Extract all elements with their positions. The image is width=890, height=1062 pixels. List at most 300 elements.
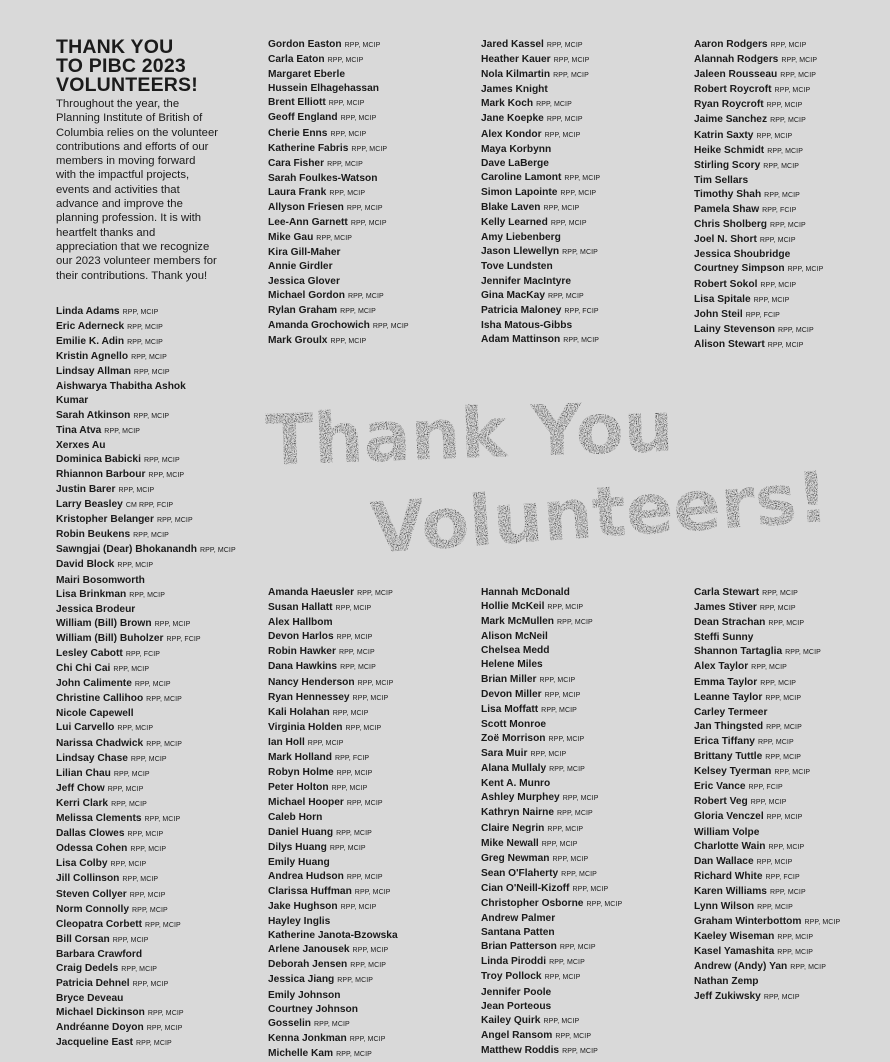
volunteer-entry <box>268 616 398 630</box>
volunteer-name: Emma Taylor <box>694 676 758 688</box>
volunteer-credentials: RPP, MCIP <box>352 947 389 955</box>
volunteer-name: Michelle Kam <box>268 1047 334 1059</box>
volunteer-name: Jane Koepke <box>481 113 544 125</box>
volunteer-entry <box>694 691 840 706</box>
volunteer-name: Linda Adams <box>56 305 120 317</box>
volunteer-name: Heather Kauer <box>481 54 551 66</box>
volunteer-entry <box>56 918 216 933</box>
volunteer-credentials: RPP, MCIP <box>544 131 581 139</box>
volunteer-name: Lesley Cabott <box>56 648 123 660</box>
volunteer-entry <box>481 644 622 658</box>
volunteer-entry <box>481 791 622 806</box>
volunteer-name: Matthew Roddis <box>481 1044 560 1056</box>
volunteer-name: Graham Winterbottom <box>694 916 802 928</box>
volunteer-entry <box>481 986 622 1000</box>
volunteer-name: Jessica Shoubridge <box>694 249 791 261</box>
volunteer-entry <box>56 558 216 573</box>
volunteer-name: David Block <box>56 559 115 571</box>
volunteer-entry <box>694 676 840 691</box>
volunteer-credentials: RPP, MCIP <box>346 873 383 881</box>
volunteer-entry <box>56 409 216 424</box>
volunteer-entry <box>694 68 823 83</box>
volunteer-entry <box>268 601 398 616</box>
volunteer-list-col4-bottom <box>694 586 840 1005</box>
volunteer-name: Dilys Huang <box>268 841 327 853</box>
volunteer-credentials: RPP, MCIP <box>539 676 576 684</box>
volunteer-name: Leanne Taylor <box>694 691 763 703</box>
volunteer-name: Lynn Wilson <box>694 900 755 912</box>
volunteer-credentials: RPP, MCIP <box>561 870 597 878</box>
intro-paragraph: Throughout the year, the Planning Institute of British of Columbia relies on the volunteer contributions and efforts of our members in moving forward with the impactful projects, events and activities that advance and improve the planning profession. It is with heartfelt thanks and appreciation that we recognize our 2023 volunteer members for their contributions. Thank you! <box>56 98 219 282</box>
volunteer-name: Katherine Janota-Bzowska <box>268 930 398 942</box>
volunteer-credentials: RPP, MCIP <box>130 846 167 854</box>
volunteer-entry <box>56 588 216 603</box>
volunteer-entry <box>268 275 409 289</box>
volunteer-name: Jessica Brodeur <box>56 603 136 615</box>
volunteer-name: Justin Barer <box>56 483 116 495</box>
page-title: THANK YOU TO PIBC 2023 VOLUNTEERS! <box>56 36 198 96</box>
volunteer-entry <box>481 97 600 112</box>
volunteer-name: Hannah McDonald <box>481 587 570 598</box>
volunteer-credentials: RPP, MCIP <box>112 936 149 944</box>
volunteer-credentials: RPP, MCIP <box>346 205 383 213</box>
volunteer-credentials: RPP, MCIP <box>127 339 163 347</box>
volunteer-entry <box>481 171 600 186</box>
volunteer-name: Simon Lapointe <box>481 186 558 198</box>
volunteer-name: Nola Kilmartin <box>481 69 551 81</box>
volunteer-name: Tina Atva <box>56 424 102 436</box>
volunteer-name: Sarah Atkinson <box>56 409 131 421</box>
volunteer-entry <box>481 777 622 791</box>
volunteer-credentials: RPP, MCIP <box>544 974 581 982</box>
volunteer-entry <box>481 703 622 718</box>
volunteer-credentials: RPP, MCIP <box>757 738 794 746</box>
volunteer-credentials: RPP, MCIP <box>559 944 596 952</box>
volunteer-name: Erica Tiffany <box>694 735 755 747</box>
volunteer-credentials: RPP, MCIP <box>770 117 806 125</box>
volunteer-name: Lilian Chau <box>56 767 111 779</box>
volunteer-name: Ian Holl <box>268 736 305 748</box>
volunteer-entry <box>268 826 398 841</box>
volunteer-entry <box>481 837 622 852</box>
volunteer-name: Santana Patten <box>481 927 555 939</box>
volunteer-entry <box>481 940 622 955</box>
volunteer-name: Jan Thingsted <box>694 720 764 732</box>
volunteer-name: Kailey Quirk <box>481 1014 541 1026</box>
volunteer-credentials: RPP, MCIP <box>122 876 159 884</box>
volunteer-name: Dave LaBerge <box>481 157 549 169</box>
volunteer-credentials: RPP, MCIP <box>146 1025 183 1033</box>
volunteer-name: Kali Holahan <box>268 706 330 718</box>
volunteer-name: Heike Schmidt <box>694 144 765 156</box>
volunteer-entry <box>56 827 216 842</box>
volunteer-entry <box>268 885 398 900</box>
volunteer-entry <box>268 1003 398 1017</box>
volunteer-name: Joel N. Short <box>694 234 757 246</box>
volunteer-name: Kelly Learned <box>481 217 548 229</box>
volunteer-credentials: RPP, MCIP <box>766 723 802 731</box>
volunteer-entry <box>56 888 216 903</box>
volunteer-entry <box>481 822 622 837</box>
volunteer-entry <box>56 498 216 513</box>
volunteer-credentials: RPP, FCIP <box>166 635 201 643</box>
volunteer-name: Brian Patterson <box>481 941 557 953</box>
volunteer-credentials: RPP, MCIP <box>104 427 141 435</box>
volunteer-credentials: RPP, MCIP <box>769 888 806 896</box>
volunteer-name: Rhiannon Barbour <box>56 468 146 480</box>
volunteer-credentials: RPP, MCIP <box>530 751 567 759</box>
volunteer-entry <box>481 852 622 867</box>
volunteer-name: Courtney Simpson <box>694 263 785 275</box>
volunteer-credentials: RPP, MCIP <box>756 858 793 866</box>
volunteer-name: Hussein Elhagehassan <box>268 83 379 95</box>
volunteer-entry <box>694 38 823 53</box>
volunteer-name: Mark Holland <box>268 752 332 764</box>
volunteer-entry <box>481 673 622 688</box>
volunteer-entry <box>56 424 216 439</box>
volunteer-name: Lisa Moffatt <box>481 703 539 715</box>
volunteer-name: Ryan Roycroft <box>694 99 764 111</box>
volunteer-credentials: RPP, MCIP <box>331 785 368 793</box>
volunteer-name: Arlene Janousek <box>268 944 350 956</box>
volunteer-entry <box>56 439 216 453</box>
volunteer-entry <box>56 335 216 350</box>
volunteer-name: Bryce Deveau <box>56 993 124 1005</box>
volunteer-name: Kaeley Wiseman <box>694 931 775 943</box>
volunteer-entry <box>56 1021 216 1036</box>
volunteer-credentials: RPP, MCIP <box>541 840 578 848</box>
volunteer-name: Eric Aderneck <box>56 320 125 332</box>
volunteer-name: Alex Taylor <box>694 661 749 673</box>
volunteer-entry <box>481 304 600 319</box>
volunteer-name: Andréanne Doyon <box>56 1022 144 1034</box>
volunteer-name: Robyn Holme <box>268 767 334 779</box>
volunteer-name: Barbara Crawford <box>56 948 143 960</box>
volunteer-name: Kasel Yamashita <box>694 946 775 958</box>
volunteer-entry <box>56 948 216 962</box>
volunteer-name: Allyson Friesen <box>268 202 344 214</box>
volunteer-name: Gosselin <box>268 1017 312 1029</box>
volunteer-name: Brittany Tuttle <box>694 751 763 763</box>
volunteer-entry <box>694 720 840 735</box>
volunteer-entry <box>268 157 409 172</box>
volunteer-name: Devon Harlos <box>268 631 334 643</box>
volunteer-credentials: RPP, MCIP <box>760 679 797 687</box>
volunteer-entry <box>56 782 216 797</box>
volunteer-name: Patricia Dehnel <box>56 978 130 990</box>
volunteer-credentials: RPP, MCIP <box>562 1047 598 1055</box>
volunteer-entry <box>268 973 398 988</box>
thank-you-volunteers-artwork <box>262 380 832 570</box>
volunteer-credentials: RPP, MCIP <box>548 735 585 743</box>
volunteer-entry <box>694 930 840 945</box>
volunteer-credentials: RPP, FCIP <box>745 311 780 319</box>
volunteer-name: Daniel Huang <box>268 826 334 838</box>
volunteer-entry <box>694 323 823 338</box>
volunteer-name: Devon Miller <box>481 688 542 700</box>
volunteer-name: Greg Newman <box>481 852 550 864</box>
volunteer-name: Melissa Clements <box>56 813 142 825</box>
volunteer-name: Jean Porteous <box>481 1000 552 1012</box>
volunteer-name: Brent Elliott <box>268 97 326 109</box>
volunteer-credentials: RPP, MCIP <box>133 369 170 377</box>
volunteer-credentials: RPP, MCIP <box>143 456 180 464</box>
volunteer-entry <box>268 172 409 186</box>
volunteer-column-4-bottom <box>694 586 840 1005</box>
volunteer-name: Mike Gau <box>268 232 314 244</box>
volunteer-credentials: RPP, MCIP <box>336 1050 372 1058</box>
volunteer-name: Kelsey Tyerman <box>694 766 772 778</box>
volunteer-credentials: RPP, MCIP <box>560 189 597 197</box>
volunteer-entry <box>268 630 398 645</box>
volunteer-name: Kristin Agnello <box>56 351 129 363</box>
volunteer-credentials: RPP, MCIP <box>133 532 169 540</box>
volunteer-entry <box>268 929 398 943</box>
volunteer-credentials: RPP, MCIP <box>764 191 800 199</box>
volunteer-name: Lisa Colby <box>56 858 108 870</box>
volunteer-entry <box>694 765 840 780</box>
volunteer-entry <box>268 766 398 781</box>
volunteer-name: Kenna Jonkman <box>268 1032 347 1044</box>
volunteer-entry <box>268 706 398 721</box>
volunteer-name: John Steil <box>694 308 743 320</box>
volunteer-name: Lainy Stevenson <box>694 323 775 335</box>
volunteer-entry <box>268 289 409 304</box>
volunteer-name: Katrin Saxty <box>694 129 754 141</box>
volunteer-entry <box>481 186 600 201</box>
volunteer-name: Sawngjai (Dear) Bhokanandh <box>56 544 197 556</box>
volunteer-entry <box>481 732 622 747</box>
volunteer-entry <box>694 248 823 262</box>
volunteer-entry <box>694 616 840 631</box>
volunteer-entry <box>56 350 216 365</box>
volunteer-entry <box>268 231 409 246</box>
volunteer-name: Linda Piroddi <box>481 956 547 968</box>
volunteer-name: Jason Llewellyn <box>481 246 560 258</box>
volunteer-entry <box>694 960 840 975</box>
volunteer-entry <box>56 842 216 857</box>
volunteer-credentials: RPP, MCIP <box>122 308 159 316</box>
volunteer-name: Emilie K. Adin <box>56 336 125 348</box>
volunteer-entry <box>56 721 216 736</box>
volunteer-credentials: RPP, MCIP <box>335 605 372 613</box>
volunteer-name: Nicole Capewell <box>56 708 134 720</box>
volunteer-entry <box>56 977 216 992</box>
volunteer-credentials: RPP, MCIP <box>329 189 366 197</box>
volunteer-name: Nancy Henderson <box>268 676 355 688</box>
volunteer-credentials: RPP, FCIP <box>748 784 783 792</box>
volunteer-name: Charlotte Wain <box>694 840 766 852</box>
volunteer-entry <box>56 380 216 408</box>
volunteer-credentials: RPP, MCIP <box>762 590 798 597</box>
volunteer-entry <box>56 305 216 320</box>
volunteer-entry <box>56 574 216 588</box>
volunteer-entry <box>268 943 398 958</box>
volunteer-entry <box>694 810 840 825</box>
volunteer-entry <box>694 840 840 855</box>
volunteer-name: Steven Collyer <box>56 888 127 900</box>
volunteer-name: Jill Collinson <box>56 873 120 885</box>
volunteer-name: Jessica Glover <box>268 275 340 287</box>
volunteer-credentials: RPP, MCIP <box>777 326 814 334</box>
volunteer-entry <box>481 231 600 245</box>
volunteer-name: Alana Mullaly <box>481 763 547 775</box>
volunteer-name: Odessa Cohen <box>56 843 128 855</box>
volunteer-name: Robert Roycroft <box>694 84 772 96</box>
volunteer-name: Jennifer Poole <box>481 986 552 998</box>
volunteer-entry <box>481 260 600 274</box>
volunteer-name: Eric Vance <box>694 781 746 793</box>
volunteer-entry <box>56 797 216 812</box>
volunteer-credentials: RPP, MCIP <box>154 620 191 628</box>
volunteer-entry <box>56 647 216 662</box>
volunteer-entry <box>56 962 216 977</box>
volunteer-name: Emily Huang <box>268 856 330 868</box>
volunteer-name: Michael Hooper <box>268 797 344 809</box>
volunteer-credentials: RPP, MCIP <box>780 72 817 80</box>
volunteer-credentials: RPP, MCIP <box>147 1010 184 1018</box>
volunteer-entry <box>481 319 600 333</box>
volunteer-entry <box>56 365 216 380</box>
volunteer-entry <box>481 747 622 762</box>
volunteer-list-col2-top <box>268 38 409 349</box>
volunteer-entry <box>268 736 398 751</box>
volunteer-entry <box>694 735 840 750</box>
volunteer-name: James Knight <box>481 84 548 96</box>
volunteer-credentials: RPP, MCIP <box>765 754 802 762</box>
volunteer-credentials: RPP, MCIP <box>340 115 377 123</box>
volunteer-name: Blake Laven <box>481 202 541 214</box>
volunteer-name: Dallas Clowes <box>56 828 125 840</box>
volunteer-name: Lee-Ann Garnett <box>268 217 348 229</box>
thank-you-graphic <box>262 380 832 570</box>
volunteer-entry <box>268 676 398 691</box>
volunteer-entry <box>268 645 398 660</box>
volunteer-entry <box>481 38 600 53</box>
volunteer-entry <box>268 1032 398 1047</box>
volunteer-entry <box>56 528 216 543</box>
volunteer-name: Troy Pollock <box>481 971 542 983</box>
volunteer-name: Tove Lundsten <box>481 261 553 273</box>
volunteer-entry <box>694 293 823 308</box>
volunteer-list-col4-top <box>694 38 823 353</box>
volunteer-list-col2-bottom <box>268 586 398 1062</box>
volunteer-entry <box>56 872 216 887</box>
volunteer-entry <box>481 688 622 703</box>
volunteer-entry <box>56 767 216 782</box>
volunteer-name: Amy Liebenberg <box>481 232 561 244</box>
volunteer-credentials: RPP, MCIP <box>555 1032 592 1040</box>
volunteer-credentials: RPP, MCIP <box>549 766 585 774</box>
volunteer-entry <box>268 811 398 825</box>
volunteer-credentials: RPP, MCIP <box>129 591 165 599</box>
volunteer-entry <box>268 751 398 766</box>
volunteer-credentials: RPP, MCIP <box>564 174 601 182</box>
volunteer-name: Jaleen Rousseau <box>694 69 778 81</box>
volunteer-credentials: RPP, MCIP <box>763 993 800 1001</box>
volunteer-entry <box>56 1036 216 1051</box>
volunteer-credentials: RPP, MCIP <box>547 292 584 300</box>
volunteer-credentials: RPP, MCIP <box>563 336 600 344</box>
volunteer-name: Robin Hawker <box>268 646 336 658</box>
volunteer-name: Bill Corsan <box>56 933 110 945</box>
volunteer-name: Mike Newall <box>481 837 539 849</box>
volunteer-credentials: RPP, MCIP <box>148 471 185 479</box>
volunteer-credentials: RPP, MCIP <box>759 605 796 613</box>
volunteer-credentials: RPP, MCIP <box>586 900 623 908</box>
volunteer-credentials: RPP, MCIP <box>127 831 164 839</box>
volunteer-name: Kira Gill-Maher <box>268 247 341 259</box>
volunteer-name: Carla Eaton <box>268 54 325 66</box>
volunteer-entry <box>481 201 600 216</box>
volunteer-credentials: RPP, FCIP <box>762 207 797 215</box>
volunteer-credentials: RPP, MCIP <box>777 949 814 957</box>
graphic-line-volunteers: Volunteers! <box>367 455 832 570</box>
volunteer-entry <box>694 870 840 885</box>
intro-column <box>56 36 236 1052</box>
volunteer-credentials: RPP, MCIP <box>199 547 236 555</box>
volunteer-entry <box>481 1029 622 1044</box>
volunteer-name: Lindsay Chase <box>56 752 128 764</box>
volunteer-name: Ashley Murphey <box>481 792 560 804</box>
volunteer-name: Jeff Zukiwsky <box>694 990 761 1002</box>
volunteer-entry <box>481 912 622 926</box>
volunteer-credentials: RPP, MCIP <box>759 237 796 245</box>
volunteer-entry <box>268 660 398 675</box>
volunteer-name: Patricia Maloney <box>481 304 562 316</box>
volunteer-name: Cherie Enns <box>268 127 328 139</box>
volunteer-entry <box>481 112 600 127</box>
volunteer-name: Peter Holton <box>268 782 329 794</box>
volunteer-name: Hollie McKeil <box>481 601 545 613</box>
volunteer-entry <box>694 218 823 233</box>
volunteer-credentials: RPP, MCIP <box>774 769 811 777</box>
volunteer-entry <box>481 143 600 157</box>
volunteer-name: Gloria Venczel <box>694 811 764 823</box>
volunteer-credentials: RPP, MCIP <box>767 341 804 349</box>
volunteer-name: Maya Korbynn <box>481 143 552 155</box>
volunteer-credentials: RPP, MCIP <box>136 1040 172 1048</box>
volunteer-column-3-bottom <box>481 586 622 1059</box>
volunteer-entry <box>694 338 823 353</box>
volunteer-credentials: RPP, MCIP <box>770 42 807 49</box>
volunteer-name: Tim Sellars <box>694 174 749 186</box>
volunteer-entry <box>481 216 600 231</box>
volunteer-credentials: RPP, MCIP <box>132 981 169 989</box>
volunteer-entry <box>268 586 398 601</box>
volunteer-credentials: RPP, MCIP <box>349 1035 386 1043</box>
volunteer-column-2-bottom <box>268 586 398 1062</box>
volunteer-credentials: RPP, MCIP <box>777 934 814 942</box>
volunteer-name: William (Bill) Buholzer <box>56 632 164 644</box>
volunteer-entry <box>694 278 823 293</box>
volunteer-name: Alannah Rodgers <box>694 54 779 66</box>
volunteer-name: Geoff England <box>268 112 338 124</box>
volunteer-entry <box>268 915 398 929</box>
volunteer-entry <box>694 586 840 601</box>
volunteer-name: Alex Kondor <box>481 128 542 140</box>
volunteer-entry <box>481 897 622 912</box>
volunteer-entry <box>694 129 823 144</box>
volunteer-entry <box>56 752 216 767</box>
volunteer-entry <box>481 600 622 615</box>
volunteer-name: Lindsay Allman <box>56 366 131 378</box>
volunteer-name: Rylan Graham <box>268 304 338 316</box>
volunteer-entry <box>56 483 216 498</box>
volunteer-credentials: RPP, MCIP <box>337 977 374 985</box>
volunteer-credentials: RPP, MCIP <box>346 800 383 808</box>
volunteer-entry <box>694 159 823 174</box>
